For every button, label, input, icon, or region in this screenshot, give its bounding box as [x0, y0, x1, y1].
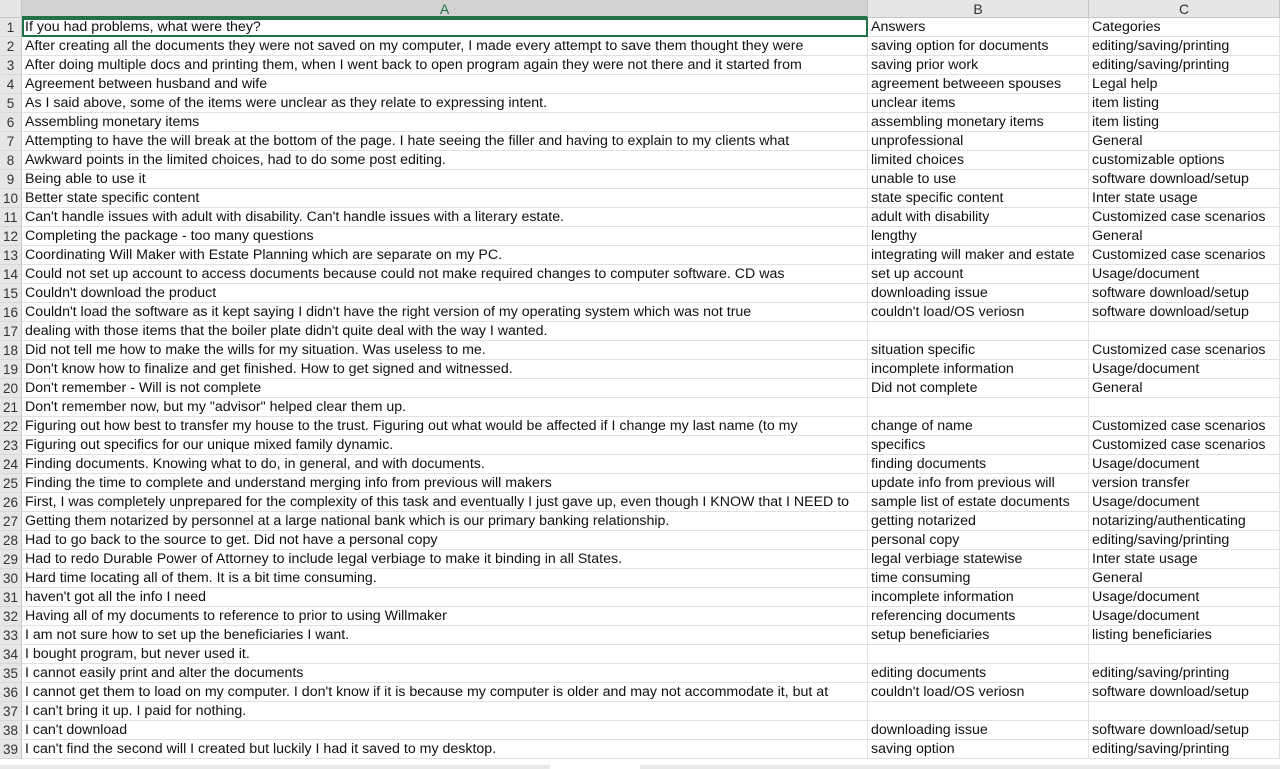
- cell-column-c[interactable]: Usage/document: [1089, 265, 1280, 284]
- cell-column-c[interactable]: General: [1089, 569, 1280, 588]
- cell-column-b[interactable]: saving option: [868, 740, 1089, 759]
- cell-column-b[interactable]: adult with disability: [868, 208, 1089, 227]
- table-row: [0, 227, 1280, 246]
- cell-column-c[interactable]: General: [1089, 379, 1280, 398]
- row-header[interactable]: 20: [0, 379, 22, 398]
- cell-column-b[interactable]: state specific content: [868, 189, 1089, 208]
- column-header-c[interactable]: C: [1089, 0, 1280, 18]
- table-row: [0, 151, 1280, 170]
- cell-column-b[interactable]: saving option for documents: [868, 37, 1089, 56]
- cell-column-b[interactable]: referencing documents: [868, 607, 1089, 626]
- row-header[interactable]: 38: [0, 721, 22, 740]
- cell-column-c[interactable]: [1089, 398, 1280, 417]
- cell-column-a[interactable]: Don't remember - Will is not complete: [22, 379, 868, 398]
- row-header[interactable]: 21: [0, 398, 22, 417]
- cell-column-b[interactable]: specifics: [868, 436, 1089, 455]
- cell-column-c[interactable]: Usage/document: [1089, 607, 1280, 626]
- cell-column-a[interactable]: I cannot get them to load on my computer. I don't know if it is because my computer is older and may not accommodate it, but at: [22, 683, 868, 702]
- cell-column-c[interactable]: Customized case scenarios: [1089, 246, 1280, 265]
- cell-column-a[interactable]: Did not tell me how to make the wills for my situation. Was useless to me.: [22, 341, 868, 360]
- cell-column-c[interactable]: editing/saving/printing: [1089, 740, 1280, 759]
- cell-column-b[interactable]: lengthy: [868, 227, 1089, 246]
- row-header[interactable]: 23: [0, 436, 22, 455]
- table-row: [0, 75, 1280, 94]
- row-header[interactable]: 6: [0, 113, 22, 132]
- table-row: [0, 550, 1280, 569]
- cell-column-c[interactable]: Customized case scenarios: [1089, 208, 1280, 227]
- cell-column-c[interactable]: Inter state usage: [1089, 550, 1280, 569]
- cell-column-c[interactable]: software download/setup: [1089, 683, 1280, 702]
- horizontal-scrollbar-track[interactable]: [0, 765, 550, 769]
- table-row: [0, 436, 1280, 455]
- cell-column-c[interactable]: Customized case scenarios: [1089, 341, 1280, 360]
- cell-column-a[interactable]: Attempting to have the will break at the bottom of the page. I hate seeing the filler and having to explain to my clients what: [22, 132, 868, 151]
- row-header[interactable]: 25: [0, 474, 22, 493]
- cell-column-a[interactable]: Don't know how to finalize and get finished. How to get signed and witnessed.: [22, 360, 868, 379]
- cell-column-a[interactable]: dealing with those items that the boiler plate didn't quite deal with the way I wanted.: [22, 322, 868, 341]
- cell-column-a[interactable]: Hard time locating all of them. It is a bit time consuming.: [22, 569, 868, 588]
- cell-column-a[interactable]: I bought program, but never used it.: [22, 645, 868, 664]
- row-header[interactable]: 3: [0, 56, 22, 75]
- row-header[interactable]: 27: [0, 512, 22, 531]
- cell-column-c[interactable]: customizable options: [1089, 151, 1280, 170]
- table-row: [0, 132, 1280, 151]
- cell-column-b[interactable]: agreement betweeen spouses: [868, 75, 1089, 94]
- row-header[interactable]: 32: [0, 607, 22, 626]
- cell-column-a[interactable]: Figuring out specifics for our unique mixed family dynamic.: [22, 436, 868, 455]
- cell-column-a[interactable]: I can't find the second will I created but luckily I had it saved to my desktop.: [22, 740, 868, 759]
- row-header[interactable]: 9: [0, 170, 22, 189]
- cell-column-a[interactable]: Had to go back to the source to get. Did not have a personal copy: [22, 531, 868, 550]
- cell-column-a[interactable]: Could not set up account to access documents because could not make required changes to computer software. CD was: [22, 265, 868, 284]
- row-header[interactable]: 37: [0, 702, 22, 721]
- table-row: [0, 341, 1280, 360]
- row-header[interactable]: 14: [0, 265, 22, 284]
- table-row: [0, 588, 1280, 607]
- cell-column-c[interactable]: software download/setup: [1089, 284, 1280, 303]
- cell-column-b[interactable]: personal copy: [868, 531, 1089, 550]
- row-header[interactable]: 13: [0, 246, 22, 265]
- row-header[interactable]: 7: [0, 132, 22, 151]
- row-header[interactable]: 31: [0, 588, 22, 607]
- table-row: [0, 455, 1280, 474]
- cell-column-b[interactable]: getting notarized: [868, 512, 1089, 531]
- row-header[interactable]: 12: [0, 227, 22, 246]
- cell-column-a[interactable]: Awkward points in the limited choices, had to do some post editing.: [22, 151, 868, 170]
- select-all-corner[interactable]: [0, 0, 22, 18]
- cell-column-b[interactable]: [868, 398, 1089, 417]
- cell-column-c[interactable]: Legal help: [1089, 75, 1280, 94]
- cell-column-c[interactable]: notarizing/authenticating: [1089, 512, 1280, 531]
- row-header[interactable]: 35: [0, 664, 22, 683]
- table-row: [0, 740, 1280, 759]
- row-header[interactable]: 11: [0, 208, 22, 227]
- cell-column-a[interactable]: Can't handle issues with adult with disability. Can't handle issues with a literary estate.: [22, 208, 868, 227]
- cell-column-c[interactable]: Customized case scenarios: [1089, 436, 1280, 455]
- table-row: [0, 113, 1280, 132]
- table-row: [0, 664, 1280, 683]
- cell-column-a[interactable]: Agreement between husband and wife: [22, 75, 868, 94]
- row-header[interactable]: 30: [0, 569, 22, 588]
- table-row: [0, 645, 1280, 664]
- cell-column-c[interactable]: Categories: [1089, 18, 1280, 37]
- cell-column-b[interactable]: [868, 322, 1089, 341]
- row-header[interactable]: 26: [0, 493, 22, 512]
- cell-column-b[interactable]: downloading issue: [868, 284, 1089, 303]
- cell-column-c[interactable]: version transfer: [1089, 474, 1280, 493]
- row-header[interactable]: 17: [0, 322, 22, 341]
- table-row: [0, 56, 1280, 75]
- cell-column-b[interactable]: editing documents: [868, 664, 1089, 683]
- cell-column-b[interactable]: limited choices: [868, 151, 1089, 170]
- row-header[interactable]: 16: [0, 303, 22, 322]
- row-header[interactable]: 36: [0, 683, 22, 702]
- table-row: [0, 531, 1280, 550]
- table-row: [0, 702, 1280, 721]
- row-header[interactable]: 5: [0, 94, 22, 113]
- cell-column-c[interactable]: General: [1089, 132, 1280, 151]
- cell-column-b[interactable]: change of name: [868, 417, 1089, 436]
- cell-column-b[interactable]: couldn't load/OS veriosn: [868, 683, 1089, 702]
- table-row: [0, 398, 1280, 417]
- cell-column-b[interactable]: Answers: [868, 18, 1089, 37]
- cell-column-b[interactable]: incomplete information: [868, 360, 1089, 379]
- cell-column-c[interactable]: General: [1089, 227, 1280, 246]
- cell-column-b[interactable]: situation specific: [868, 341, 1089, 360]
- table-row: [0, 284, 1280, 303]
- cell-column-a[interactable]: I am not sure how to set up the beneficiaries I want.: [22, 626, 868, 645]
- cell-column-a[interactable]: haven't got all the info I need: [22, 588, 868, 607]
- row-header[interactable]: 28: [0, 531, 22, 550]
- cell-column-b[interactable]: unclear items: [868, 94, 1089, 113]
- cell-column-c[interactable]: listing beneficiaries: [1089, 626, 1280, 645]
- cell-column-b[interactable]: Did not complete: [868, 379, 1089, 398]
- cell-column-c[interactable]: editing/saving/printing: [1089, 56, 1280, 75]
- cell-column-b[interactable]: time consuming: [868, 569, 1089, 588]
- cell-column-b[interactable]: downloading issue: [868, 721, 1089, 740]
- cell-column-a[interactable]: Figuring out how best to transfer my house to the trust. Figuring out what would be affected if I change my last name (to my: [22, 417, 868, 436]
- table-row: [0, 474, 1280, 493]
- table-row: [0, 417, 1280, 436]
- cell-column-a[interactable]: I can't download: [22, 721, 868, 740]
- table-row: [0, 379, 1280, 398]
- row-header[interactable]: 1: [0, 18, 22, 37]
- cell-column-c[interactable]: editing/saving/printing: [1089, 37, 1280, 56]
- row-header[interactable]: 29: [0, 550, 22, 569]
- row-header[interactable]: 10: [0, 189, 22, 208]
- cell-column-a[interactable]: After doing multiple docs and printing them, when I went back to open program again they were not there and it started from: [22, 56, 868, 75]
- cell-column-b[interactable]: [868, 702, 1089, 721]
- table-row: [0, 189, 1280, 208]
- cell-column-b[interactable]: sample list of estate documents: [868, 493, 1089, 512]
- table-row: [0, 94, 1280, 113]
- cell-column-a[interactable]: Couldn't download the product: [22, 284, 868, 303]
- cell-column-b[interactable]: [868, 645, 1089, 664]
- cell-column-a[interactable]: After creating all the documents they were not saved on my computer, I made every attempt to save them thought they were: [22, 37, 868, 56]
- cell-column-a[interactable]: Had to redo Durable Power of Attorney to include legal verbiage to make it binding in all States.: [22, 550, 868, 569]
- table-row: [0, 721, 1280, 740]
- cell-column-c[interactable]: item listing: [1089, 94, 1280, 113]
- cell-column-a[interactable]: I can't bring it up. I paid for nothing.: [22, 702, 868, 721]
- cell-column-b[interactable]: set up account: [868, 265, 1089, 284]
- cell-column-b[interactable]: assembling monetary items: [868, 113, 1089, 132]
- cell-column-c[interactable]: software download/setup: [1089, 721, 1280, 740]
- column-header-a[interactable]: A: [22, 0, 868, 18]
- cell-column-b[interactable]: couldn't load/OS veriosn: [868, 303, 1089, 322]
- row-header[interactable]: 2: [0, 37, 22, 56]
- table-row: [0, 360, 1280, 379]
- cell-column-a[interactable]: First, I was completely unprepared for the complexity of this task and eventually I just gave up, even though I KNOW that I NEED to: [22, 493, 868, 512]
- cell-column-c[interactable]: Usage/document: [1089, 588, 1280, 607]
- table-row: [0, 683, 1280, 702]
- cell-column-a[interactable]: Finding documents. Knowing what to do, in general, and with documents.: [22, 455, 868, 474]
- cell-column-a[interactable]: As I said above, some of the items were unclear as they relate to expressing intent.: [22, 94, 868, 113]
- row-header[interactable]: 22: [0, 417, 22, 436]
- table-row: [0, 322, 1280, 341]
- active-cell-a1[interactable]: If you had problems, what were they?: [22, 18, 868, 37]
- row-header[interactable]: 8: [0, 151, 22, 170]
- cell-column-b[interactable]: unable to use: [868, 170, 1089, 189]
- cell-column-b[interactable]: update info from previous will: [868, 474, 1089, 493]
- cell-column-a[interactable]: Couldn't load the software as it kept saying I didn't have the right version of my operating system which was not true: [22, 303, 868, 322]
- cell-column-c[interactable]: [1089, 702, 1280, 721]
- cell-column-a[interactable]: Having all of my documents to reference to prior to using Willmaker: [22, 607, 868, 626]
- column-header-b[interactable]: B: [868, 0, 1089, 18]
- row-header[interactable]: 18: [0, 341, 22, 360]
- row-header[interactable]: 39: [0, 740, 22, 759]
- table-row: [0, 493, 1280, 512]
- cell-column-a[interactable]: I cannot easily print and alter the documents: [22, 664, 868, 683]
- cell-column-b[interactable]: setup beneficiaries: [868, 626, 1089, 645]
- cell-column-a[interactable]: Assembling monetary items: [22, 113, 868, 132]
- cell-column-a[interactable]: Coordinating Will Maker with Estate Planning which are separate on my PC.: [22, 246, 868, 265]
- cell-column-a[interactable]: Better state specific content: [22, 189, 868, 208]
- row-header[interactable]: 34: [0, 645, 22, 664]
- cell-column-c[interactable]: software download/setup: [1089, 170, 1280, 189]
- cell-column-b[interactable]: finding documents: [868, 455, 1089, 474]
- table-row: [0, 37, 1280, 56]
- cell-column-c[interactable]: Inter state usage: [1089, 189, 1280, 208]
- table-row: [0, 246, 1280, 265]
- cell-column-a[interactable]: Don't remember now, but my "advisor" helped clear them up.: [22, 398, 868, 417]
- cell-column-c[interactable]: Usage/document: [1089, 455, 1280, 474]
- table-row: [0, 512, 1280, 531]
- row-header[interactable]: 19: [0, 360, 22, 379]
- cell-column-c[interactable]: editing/saving/printing: [1089, 664, 1280, 683]
- cell-column-a[interactable]: Finding the time to complete and understand merging info from previous will makers: [22, 474, 868, 493]
- table-row: [0, 18, 1280, 37]
- table-row: [0, 626, 1280, 645]
- cell-column-b[interactable]: integrating will maker and estate: [868, 246, 1089, 265]
- cell-column-b[interactable]: incomplete information: [868, 588, 1089, 607]
- table-row: [0, 607, 1280, 626]
- row-header[interactable]: 4: [0, 75, 22, 94]
- cell-column-c[interactable]: software download/setup: [1089, 303, 1280, 322]
- cell-column-c[interactable]: [1089, 322, 1280, 341]
- cell-column-b[interactable]: unprofessional: [868, 132, 1089, 151]
- row-header[interactable]: 24: [0, 455, 22, 474]
- row-header[interactable]: 15: [0, 284, 22, 303]
- cell-column-b[interactable]: saving prior work: [868, 56, 1089, 75]
- cell-column-a[interactable]: Being able to use it: [22, 170, 868, 189]
- cell-column-b[interactable]: legal verbiage statewise: [868, 550, 1089, 569]
- cell-column-c[interactable]: Customized case scenarios: [1089, 417, 1280, 436]
- table-row: [0, 265, 1280, 284]
- cell-column-c[interactable]: item listing: [1089, 113, 1280, 132]
- cell-column-c[interactable]: Usage/document: [1089, 493, 1280, 512]
- cell-column-c[interactable]: Usage/document: [1089, 360, 1280, 379]
- table-row: [0, 569, 1280, 588]
- cell-column-a[interactable]: Getting them notarized by personnel at a large national bank which is our primary banking relationship.: [22, 512, 868, 531]
- cell-column-c[interactable]: editing/saving/printing: [1089, 531, 1280, 550]
- cell-column-c[interactable]: [1089, 645, 1280, 664]
- table-row: [0, 170, 1280, 189]
- table-row: [0, 303, 1280, 322]
- horizontal-scrollbar-thumb[interactable]: [640, 765, 1280, 769]
- table-row: [0, 208, 1280, 227]
- cell-column-a[interactable]: Completing the package - too many questions: [22, 227, 868, 246]
- row-header[interactable]: 33: [0, 626, 22, 645]
